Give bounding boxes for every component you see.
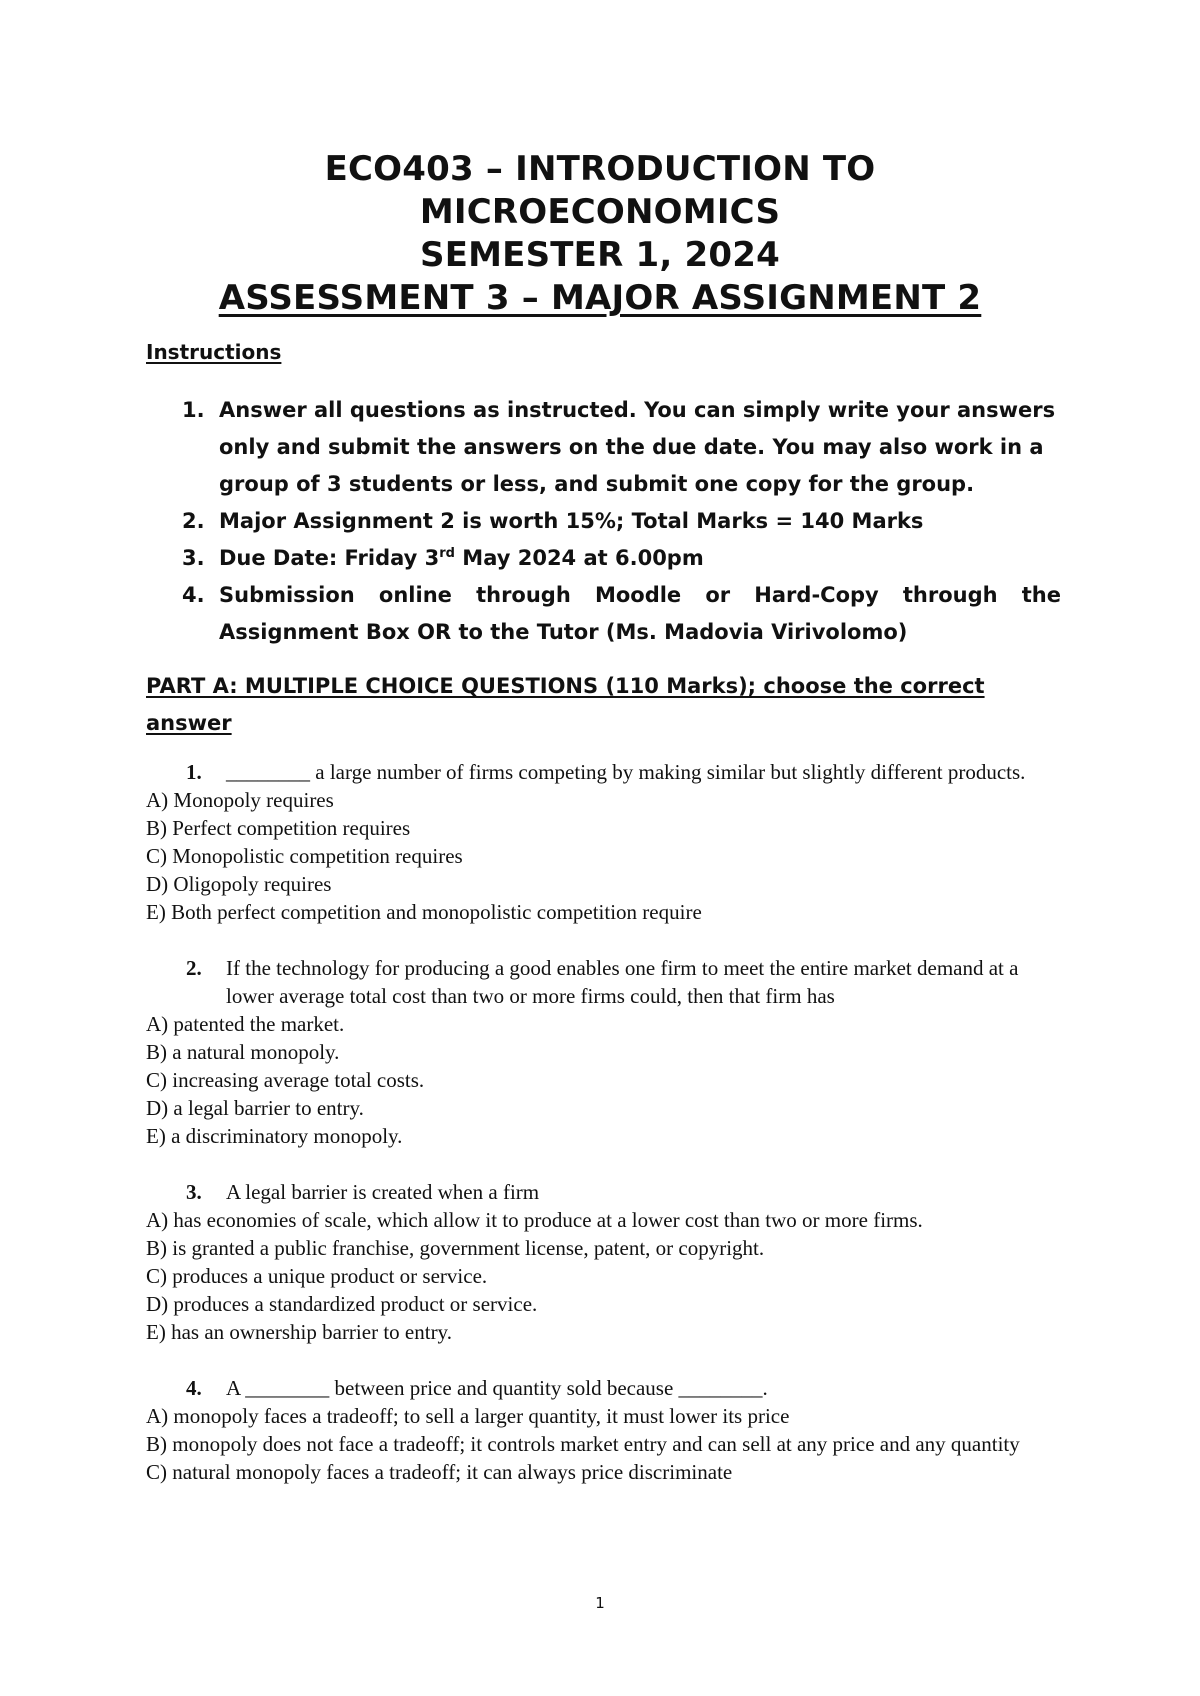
question-stem (146, 1374, 1066, 1402)
instruction-number: 4. (182, 583, 205, 607)
title-subject: MICROECONOMICS (419, 192, 781, 232)
answer-option: C) increasing average total costs. (146, 1068, 425, 1092)
instruction-item (146, 503, 1061, 540)
question-stem (146, 1178, 1066, 1206)
instruction-text: Major Assignment 2 is worth 15%; Total Marks = 140 Marks (219, 509, 924, 533)
questions-list (146, 758, 1066, 1514)
title-semester: SEMESTER 1, 2024 (420, 235, 780, 275)
answer-option: C) Monopolistic competition requires (146, 844, 463, 868)
answer-option: D) produces a standardized product or service. (146, 1292, 538, 1316)
instruction-text (219, 577, 1061, 651)
answer-option: A) Monopoly requires (146, 788, 334, 812)
instruction-text: Answer all questions as instructed. You can simply write your answers only and submit the answers on the due date. You may also work in a group of 3 students or less, and submit one copy for the group. (219, 398, 1056, 496)
answer-option: D) Oligopoly requires (146, 872, 332, 896)
question-number: 2. (186, 956, 202, 980)
instruction-item (146, 577, 1061, 651)
instructions-heading: Instructions (146, 340, 282, 364)
instruction-item (146, 392, 1061, 503)
answer-option: B) monopoly does not face a tradeoff; it controls market entry and can sell at any price and any quantity (146, 1432, 1020, 1456)
part-a-heading: PART A: MULTIPLE CHOICE QUESTIONS (110 Marks); choose the correct answer (146, 674, 985, 735)
answer-option: C) natural monopoly faces a tradeoff; it can always price discriminate (146, 1460, 733, 1484)
question (146, 954, 1066, 1150)
question-stem (146, 758, 1066, 786)
answer-option: D) a legal barrier to entry. (146, 1096, 364, 1120)
instruction-number: 3. (182, 546, 205, 570)
instruction-text (219, 540, 1061, 577)
answer-option: E) has an ownership barrier to entry. (146, 1320, 452, 1344)
instructions-list (146, 392, 1061, 651)
question-number: 1. (186, 760, 202, 784)
question-text: A ________ between price and quantity sold because ________. (226, 1376, 768, 1400)
due-date-ordinal: rd (439, 546, 455, 561)
due-date-text: Due Date: Friday 3 (219, 546, 440, 570)
question-number: 3. (186, 1180, 202, 1204)
answer-option: B) is granted a public franchise, government license, patent, or copyright. (146, 1236, 765, 1260)
answer-option: A) monopoly faces a tradeoff; to sell a larger quantity, it must lower its price (146, 1404, 790, 1428)
answer-option: A) has economies of scale, which allow it to produce at a lower cost than two or more firms. (146, 1208, 923, 1232)
answer-option: E) Both perfect competition and monopolistic competition require (146, 900, 702, 924)
question-text: A legal barrier is created when a firm (226, 1180, 540, 1204)
submission-line-1: Submission online through Moodle or Hard-Copy through the (219, 583, 1061, 607)
answer-option: B) Perfect competition requires (146, 816, 411, 840)
instruction-number: 2. (182, 509, 205, 533)
page-number: 1 (595, 1594, 605, 1612)
answer-option: B) a natural monopoly. (146, 1040, 340, 1064)
question-text: If the technology for producing a good enables one firm to meet the entire market demand at a lower average total cost than two or more firms could, then that firm has (226, 956, 1019, 1008)
instruction-item (146, 540, 1061, 577)
question (146, 1178, 1066, 1346)
title-assessment: ASSESSMENT 3 – MAJOR ASSIGNMENT 2 (218, 278, 982, 318)
answer-option: C) produces a unique product or service. (146, 1264, 488, 1288)
question-number: 4. (186, 1376, 202, 1400)
due-date-text-end: May 2024 at 6.00pm (454, 546, 704, 570)
document-title (0, 148, 1200, 320)
answer-option: A) patented the market. (146, 1012, 345, 1036)
question (146, 1374, 1066, 1486)
question-stem (146, 954, 1066, 1010)
question (146, 758, 1066, 926)
question-text: ________ a large number of firms competing by making similar but slightly different products. (226, 760, 1026, 784)
submission-line-2: Assignment Box OR to the Tutor (Ms. Madovia Virivolomo) (219, 620, 908, 644)
title-course: ECO403 – INTRODUCTION TO (324, 149, 876, 189)
answer-option: E) a discriminatory monopoly. (146, 1124, 403, 1148)
instruction-number: 1. (182, 398, 205, 422)
